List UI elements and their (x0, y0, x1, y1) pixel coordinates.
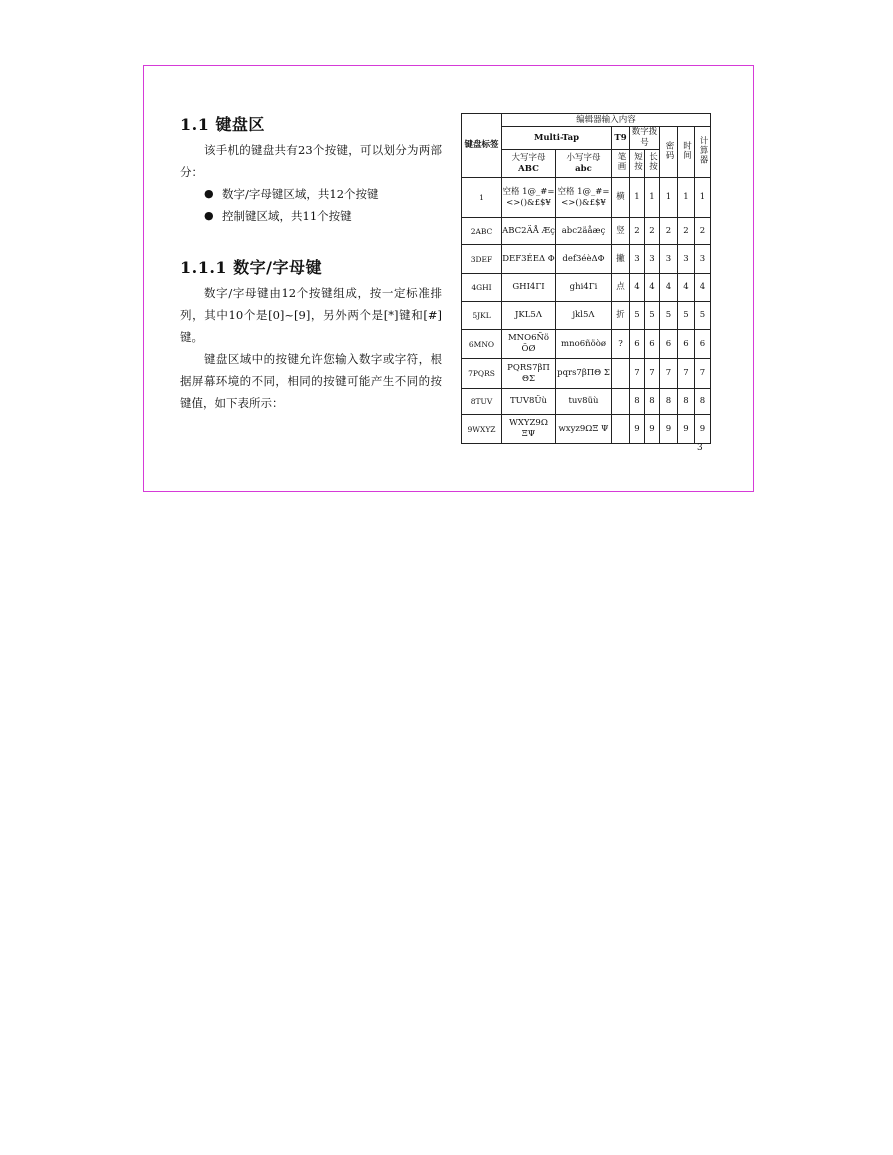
cell-time: 5 (678, 302, 695, 330)
cell-short: 7 (630, 359, 645, 389)
text-column (180, 112, 442, 414)
cell-short: 5 (630, 302, 645, 330)
table-row (462, 302, 711, 330)
cell-time: 3 (678, 245, 695, 274)
cell-lower: 空格 1@_#= <>()&£$¥ (556, 178, 612, 218)
header-upper: 大写字母 ABC (502, 150, 556, 178)
table-row (462, 218, 711, 245)
cell-t9: 竖 (612, 218, 630, 245)
cell-key: 7PQRS (462, 359, 502, 389)
paragraph: 数字/字母键由12个按键组成，按一定标准排列，其中10个是[0]~[9]，另外两个是[*]键和[#]键。 (180, 286, 442, 344)
cell-lower: jkl5Λ (556, 302, 612, 330)
cell-long: 3 (645, 245, 660, 274)
cell-t9: 折 (612, 302, 630, 330)
cell-key: 9WXYZ (462, 415, 502, 444)
bullet-item: ● 数字/字母键区域，共12个按键 (202, 183, 442, 205)
cell-password: 3 (660, 245, 678, 274)
cell-time: 8 (678, 389, 695, 415)
cell-t9 (612, 359, 630, 389)
cell-key: 6MNO (462, 330, 502, 359)
header-editor: 编辑器输入内容 (502, 114, 711, 127)
bullet-item: ● 控制键区域，共11个按键 (202, 205, 442, 227)
table-row (462, 245, 711, 274)
header-lower: 小写字母 abc (556, 150, 612, 178)
header-password: 密码 (664, 140, 674, 160)
cell-lower: pqrs7βΠΘ Σ (556, 359, 612, 389)
cell-short: 9 (630, 415, 645, 444)
subsection-title: 1.1.1 数字/字母键 (180, 258, 322, 277)
table-row (462, 359, 711, 389)
cell-time: 6 (678, 330, 695, 359)
cell-password: 7 (660, 359, 678, 389)
cell-upper: JKL5Λ (502, 302, 556, 330)
cell-time: 4 (678, 274, 695, 302)
cell-lower: abc2äåæç (556, 218, 612, 245)
cell-short: 8 (630, 389, 645, 415)
cell-upper: GHI4ΓΙ (502, 274, 556, 302)
key-mapping-table (461, 113, 711, 444)
table-row (462, 415, 711, 444)
header-long: 长按 (647, 152, 658, 171)
header-time: 时间 (681, 140, 692, 160)
bullet-dot-icon: ● (204, 209, 214, 222)
cell-long: 4 (645, 274, 660, 302)
table-row (462, 274, 711, 302)
cell-short: 4 (630, 274, 645, 302)
cell-short: 1 (630, 178, 645, 218)
cell-calc: 7 (695, 359, 711, 389)
cell-password: 8 (660, 389, 678, 415)
cell-key: 3DEF (462, 245, 502, 274)
cell-password: 5 (660, 302, 678, 330)
section-title: 1.1 键盘区 (180, 115, 265, 134)
cell-time: 7 (678, 359, 695, 389)
cell-short: 3 (630, 245, 645, 274)
cell-lower: tuv8üù (556, 389, 612, 415)
intro-paragraph: 该手机的键盘共有23个按键，可以划分为两部分： (180, 143, 442, 179)
cell-key: 2ABC (462, 218, 502, 245)
header-key-label: 键盘标签 (462, 114, 502, 178)
cell-calc: 6 (695, 330, 711, 359)
cell-calc: 5 (695, 302, 711, 330)
cell-long: 8 (645, 389, 660, 415)
cell-upper: PQRS7βΠ ΘΣ (502, 359, 556, 389)
table-row (462, 330, 711, 359)
cell-password: 4 (660, 274, 678, 302)
cell-calc: 3 (695, 245, 711, 274)
cell-long: 9 (645, 415, 660, 444)
page-number: 3 (697, 443, 703, 453)
header-digits: 数字拨号 (630, 127, 660, 150)
table-row (462, 389, 711, 415)
table-row (462, 178, 711, 218)
cell-calc: 8 (695, 389, 711, 415)
cell-time: 2 (678, 218, 695, 245)
bullet-dot-icon: ● (204, 187, 214, 200)
cell-upper: TUV8Üù (502, 389, 556, 415)
paragraph: 键盘区域中的按键允许您输入数字或字符，根据屏幕环境的不同，相同的按键可能产生不同的按键值，如下表所示： (180, 352, 442, 410)
cell-calc: 1 (695, 178, 711, 218)
cell-password: 1 (660, 178, 678, 218)
cell-calc: 9 (695, 415, 711, 444)
cell-password: 6 (660, 330, 678, 359)
cell-long: 1 (645, 178, 660, 218)
header-t9-sub: 笔画 (616, 152, 626, 171)
cell-long: 2 (645, 218, 660, 245)
cell-time: 1 (678, 178, 695, 218)
cell-lower: def3éèΔΦ (556, 245, 612, 274)
cell-long: 6 (645, 330, 660, 359)
cell-calc: 2 (695, 218, 711, 245)
cell-t9: 点 (612, 274, 630, 302)
cell-long: 7 (645, 359, 660, 389)
header-short: 短按 (632, 152, 643, 171)
cell-calc: 4 (695, 274, 711, 302)
cell-long: 5 (645, 302, 660, 330)
cell-t9 (612, 415, 630, 444)
header-t9: T9 (612, 127, 630, 150)
cell-key: 8TUV (462, 389, 502, 415)
cell-upper: MNO6Ñö ÖØ (502, 330, 556, 359)
cell-short: 6 (630, 330, 645, 359)
cell-upper: 空格 1@_#= <>()&£$¥ (502, 178, 556, 218)
cell-key: 5JKL (462, 302, 502, 330)
bullet-list (180, 183, 442, 227)
cell-lower: mno6ñöòø (556, 330, 612, 359)
cell-upper: WXYZ9Ω ΞΨ (502, 415, 556, 444)
cell-lower: ghi4Γi (556, 274, 612, 302)
header-calc: 计算器 (698, 135, 708, 165)
cell-time: 9 (678, 415, 695, 444)
cell-password: 2 (660, 218, 678, 245)
cell-t9: 撇 (612, 245, 630, 274)
cell-t9: 横 (612, 178, 630, 218)
cell-upper: ABC2ÄÅ Æç (502, 218, 556, 245)
cell-password: 9 (660, 415, 678, 444)
cell-key: 1 (462, 178, 502, 218)
cell-key: 4GHI (462, 274, 502, 302)
header-multitap: Multi-Tap (502, 127, 612, 150)
cell-short: 2 (630, 218, 645, 245)
cell-t9 (612, 389, 630, 415)
cell-t9: ? (612, 330, 630, 359)
cell-lower: wxyz9ΩΞ Ψ (556, 415, 612, 444)
cell-upper: DEF3ÉEΔ Φ (502, 245, 556, 274)
